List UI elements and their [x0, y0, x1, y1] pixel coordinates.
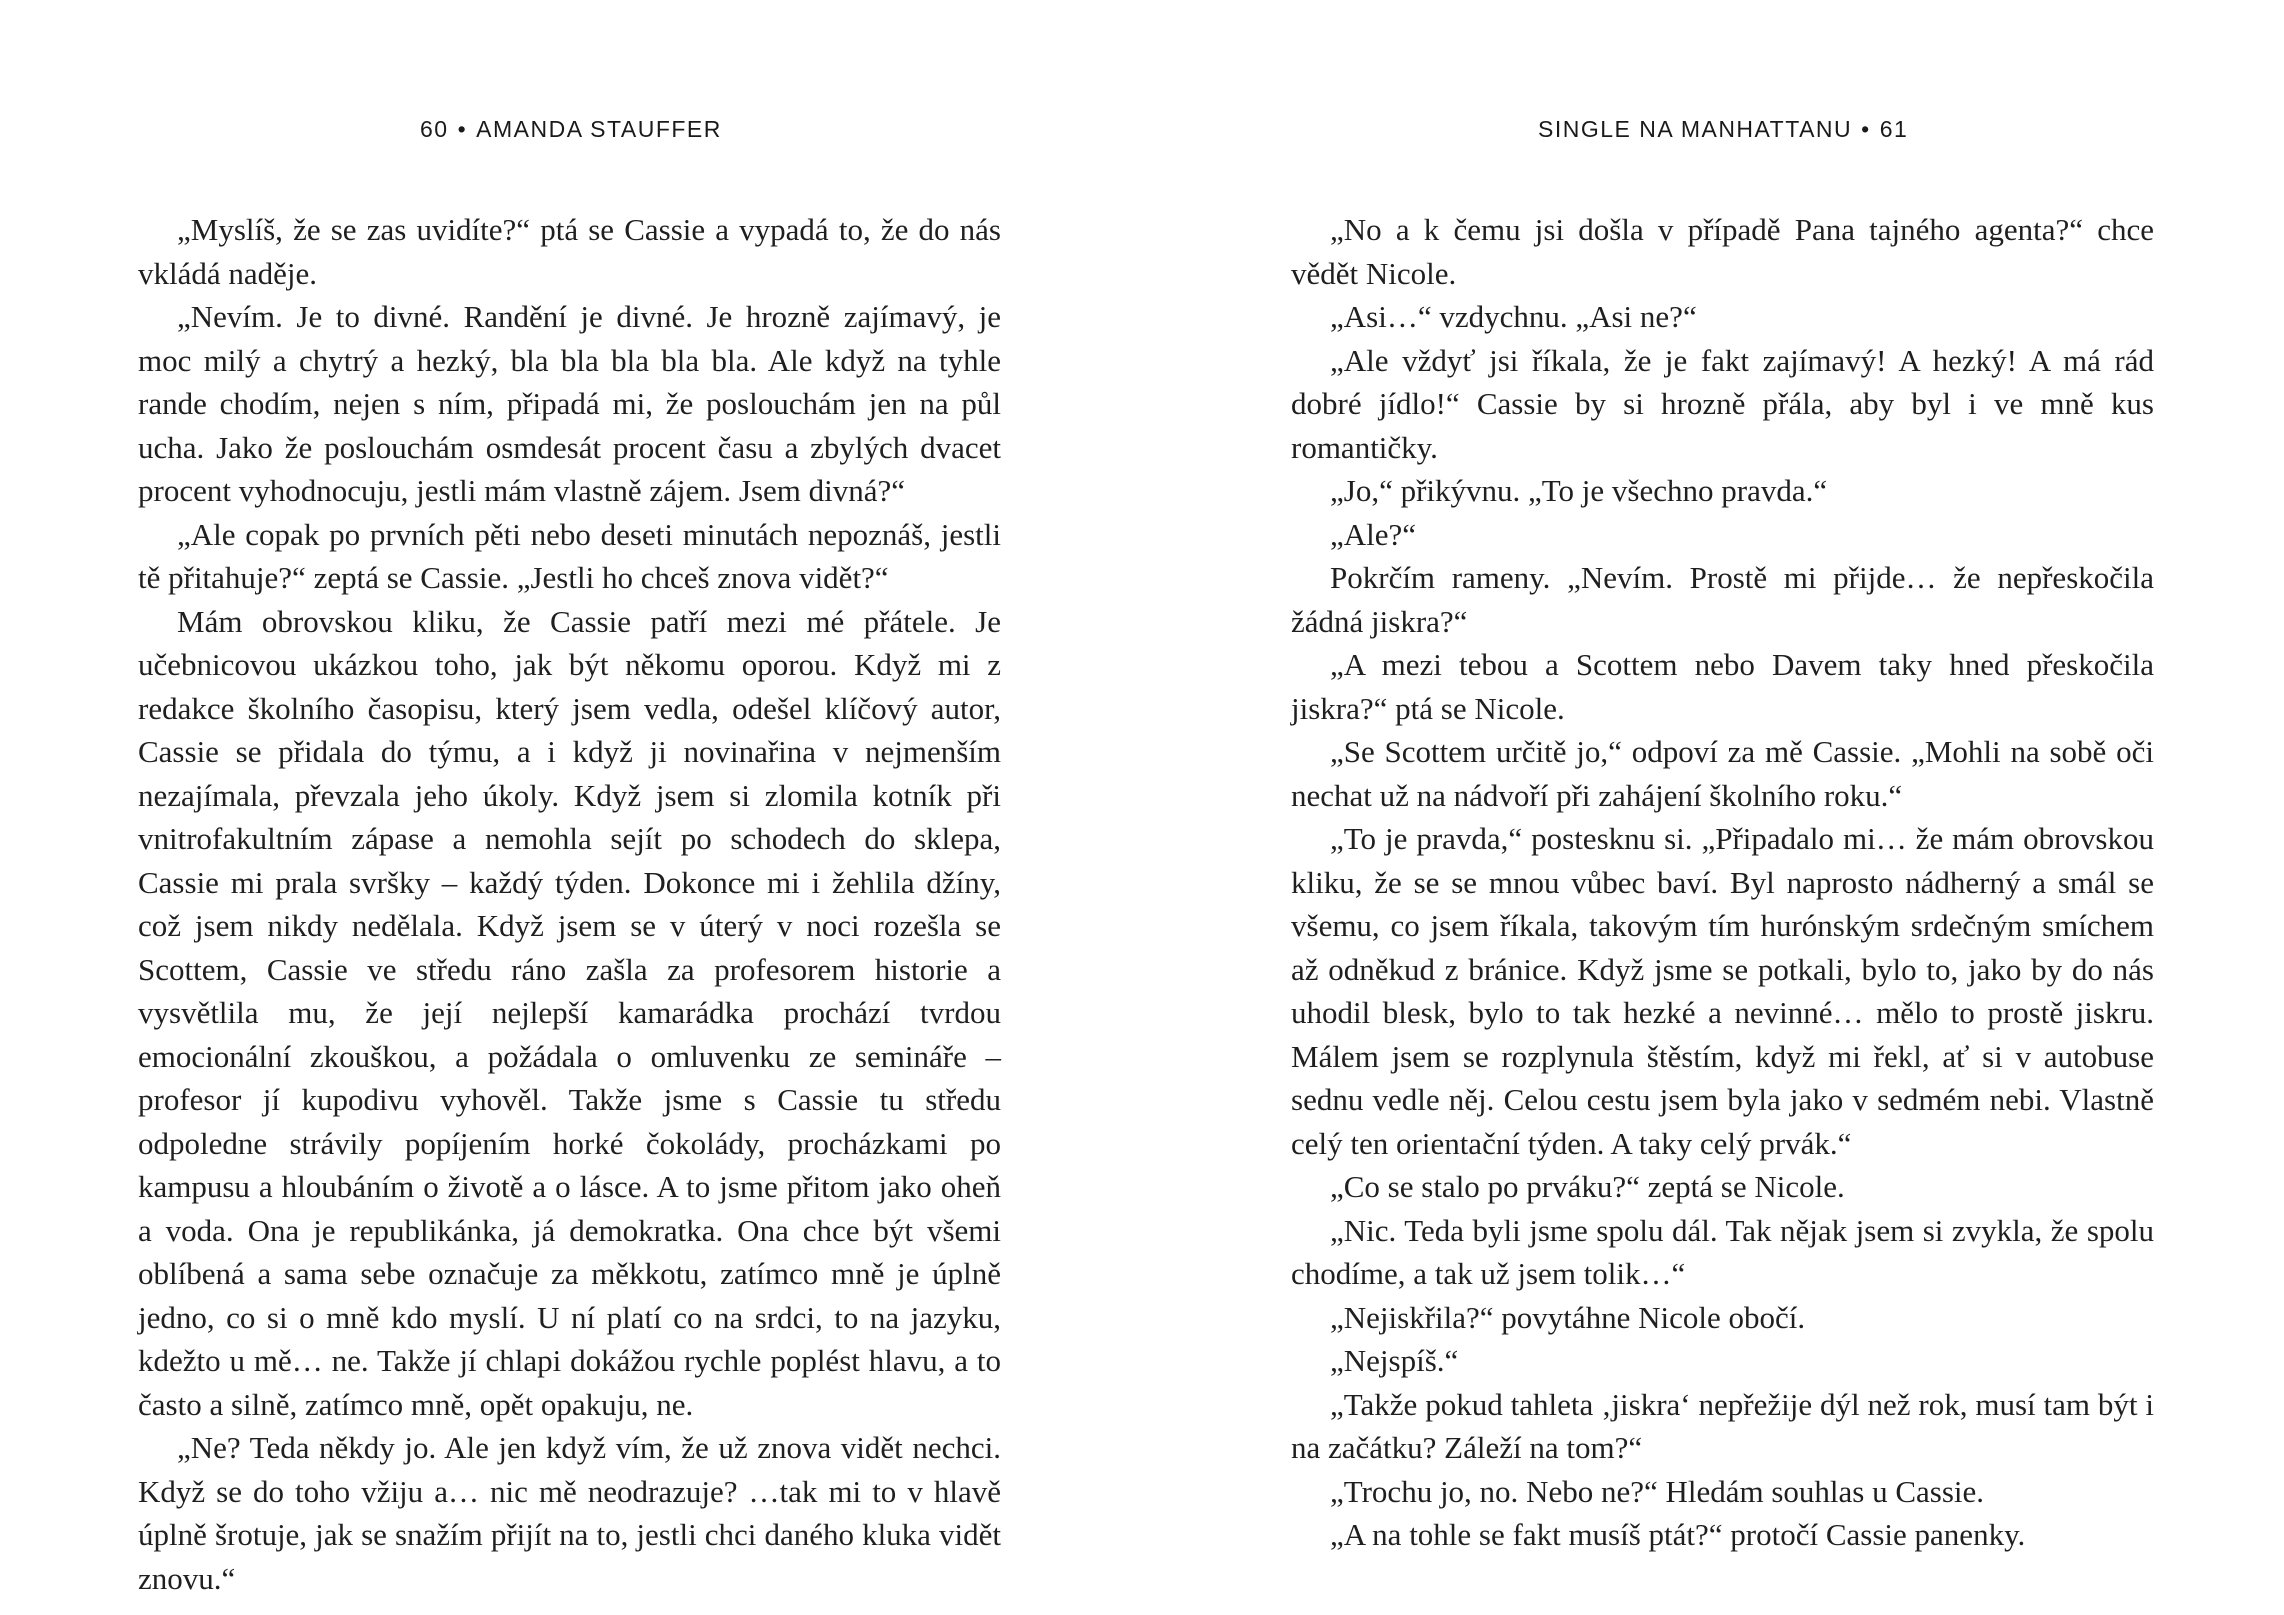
- paragraph: Mám obrovskou kliku, že Cassie patří mezi mé přátele. Je učebnicovou ukázkou toho, jak být někomu oporou. Když mi z redakce školního časopisu, který jsem vedla, odešel klíčový autor, Cassie se přidala do týmu, a i když ji novinařina v nejmenším nezajímala, převzala jeho úkoly. Když jsem si zlomila kotník při vnitrofakultním zápase a nemohla sejít po schodech do sklepa, Cassie mi prala svršky – každý týden. Dokonce mi i žehlila džíny, což jsem nikdy nedělala. Když jsem se v úterý v noci rozešla se Scottem, Cassie ve středu ráno zašla za profesorem historie a vysvětlila mu, že její nejlepší kamarádka prochází tvrdou emocionální zkouškou, a požádala o omluvenku ze semináře – profesor jí kupodivu vyhověl. Takže jsme s Cassie tu středu odpoledne strávily popíjením horké čokolády, procházkami po kampusu a hloubáním o životě a o lásce. A to jsme přitom jako oheň a voda. Ona je republikánka, já demokratka. Ona chce být všemi oblíbená a sama sebe označuje za měkkotu, zatímco mně je úplně jedno, co si o mně kdo myslí. U ní platí co na srdci, to na jazyku, kdežto u mě… ne. Takže jí chlapi dokážou rychle poplést hlavu, a to často a silně, zatímco mně, opět opakuju, ne.: [138, 603, 1001, 1422]
- right-page-number: 61: [1879, 116, 1909, 142]
- paragraph: „Nic. Teda byli jsme spolu dál. Tak nějak jsem si zvykla, že spolu chodíme, a tak už jsem tolik…“: [1291, 1212, 2154, 1291]
- paragraph: „Ale vždyť jsi říkala, že je fakt zajímavý! A hezký! A má rád dobré jídlo!“ Cassie by si hrozně přála, aby byl i ve mně kus romantičky.: [1291, 342, 2154, 465]
- left-running-header: [420, 116, 722, 143]
- paragraph: „Myslíš, že se zas uvidíte?“ ptá se Cassie a vypadá to, že do nás vkládá naděje.: [138, 212, 1001, 291]
- paragraph: „Co se stalo po prváku?“ zeptá se Nicole.: [1330, 1169, 1845, 1204]
- paragraph: „Trochu jo, no. Nebo ne?“ Hledám souhlas u Cassie.: [1330, 1473, 1985, 1509]
- paragraph: Pokrčím rameny. „Nevím. Prostě mi přijde… že nepřeskočila žádná jiskra?“: [1291, 560, 2154, 639]
- left-page-number: 60: [420, 116, 449, 142]
- right-text-column: [1291, 208, 2154, 1557]
- right-running-header: [1538, 116, 1908, 143]
- paragraph: „To je pravda,“ postesknu si. „Připadalo mi… že mám obrovskou kliku, že se se mnou vůbec baví. Byl naprosto nádherný a smál se všemu, co jsem říkala, takovým tím hurónským srdečným smíchem až odněkud z bránice. Když jsme se potkali, bylo to, jako by do nás uhodil blesk, bylo to tak hezké a nevinné… mělo to prostě jiskru. Málem jsem se rozplynula štěstím, když mi řekl, ať si v autobuse sednu vedle něj. Celou cestu jsem byla jako v sedmém nebi. Vlastně celý ten orientační týden. A taky celý prvák.“: [1291, 821, 2154, 1161]
- header-separator: •: [1861, 116, 1871, 142]
- paragraph: „No a k čemu jsi došla v případě Pana tajného agenta?“ chce vědět Nicole.: [1291, 212, 2154, 291]
- right-page: [1142, 0, 2284, 1615]
- header-separator: •: [457, 116, 468, 142]
- paragraph: „Ne? Teda někdy jo. Ale jen když vím, že už znova vidět nechci. Když se do toho vžiju a… nic mě neodrazuje? …tak mi to v hlavě úplně šrotuje, jak se snažím přijít na to, jestli chci daného kluka vidět znovu.“: [138, 1430, 1001, 1596]
- paragraph: „Takže pokud tahleta ‚jiskra‘ nepřežije dýl než rok, musí tam být i na začátku? Záleží na tom?“: [1291, 1386, 2154, 1465]
- paragraph: „Nejspíš.“: [1330, 1343, 1459, 1378]
- paragraph: „Ale?“: [1330, 516, 1417, 552]
- paragraph: „Nevím. Je to divné. Randění je divné. Je hrozně zajímavý, je moc milý a chytrý a hezký, bla bla bla bla bla. Ale když na tyhle rande chodím, nejen s ním, připadá mi, že poslouchám jen na půl ucha. Jako že poslouchám osmdesát procent času a zbylých dvacet procent vyhodnocuju, jestli mám vlastně zájem. Jsem divná?“: [138, 299, 1001, 508]
- paragraph: „Nejiskřila?“ povytáhne Nicole obočí.: [1330, 1299, 1806, 1335]
- paragraph: „A mezi tebou a Scottem nebo Davem taky hned přeskočila jiskra?“ ptá se Nicole.: [1291, 647, 2154, 726]
- paragraph: „Jo,“ přikývnu. „To je všechno pravda.“: [1330, 473, 1828, 508]
- book-title: SINGLE NA MANHATTANU: [1538, 116, 1853, 142]
- left-text-column: [138, 208, 1001, 1600]
- paragraph: „Ale copak po prvních pěti nebo deseti minutách nepoznáš, jestli tě přitahuje?“ zeptá se Cassie. „Jestli ho chceš znova vidět?“: [138, 516, 1001, 595]
- author-name: AMANDA STAUFFER: [476, 116, 722, 142]
- paragraph: „Asi…“ vzdychnu. „Asi ne?“: [1330, 299, 1697, 334]
- paragraph: „A na tohle se fakt musíš ptát?“ protočí Cassie panenky.: [1330, 1517, 2026, 1552]
- paragraph: „Se Scottem určitě jo,“ odpoví za mě Cassie. „Mohli na sobě oči nechat už na nádvoří při zahájení školního roku.“: [1291, 734, 2154, 813]
